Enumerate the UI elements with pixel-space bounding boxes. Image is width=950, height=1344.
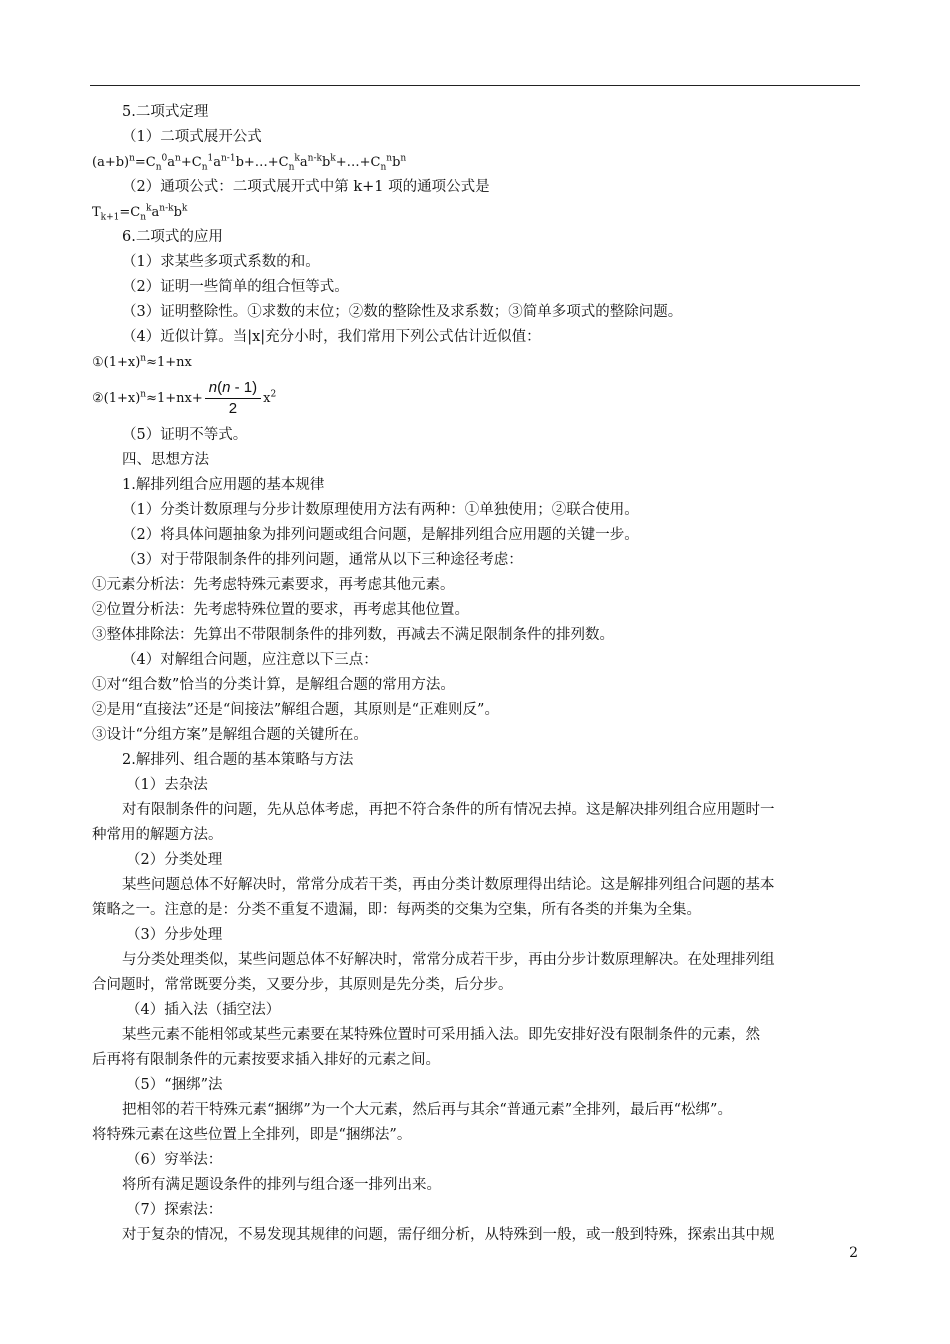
text-line: 6.二项式的应用 (122, 229, 223, 245)
approx2-exp: n (140, 389, 147, 400)
text-line: （3）对于带限制条件的排列问题，通常从以下三种途径考虑： (122, 552, 523, 568)
text-line: 将所有满足题设条件的排列与组合逐一排列出来。 (122, 1177, 441, 1193)
text-line: （3）分步处理 (126, 927, 223, 943)
text-line: （4）插入法（插空法） (126, 1002, 281, 1018)
text-line: （1）求某些多项式系数的和。 (122, 254, 320, 270)
approx2-suffix: x (263, 391, 271, 406)
fraction-numerator: n(n - 1) (205, 378, 261, 399)
text-line: 把相邻的若干特殊元素“捆绑”为一个大元素，然后再与其余“普通元素”全排列，最后再“松绑”。 (122, 1102, 732, 1118)
text-line: （2）分类处理 (126, 852, 223, 868)
text-line: 后再将有限制条件的元素按要求插入排好的元素之间。 (92, 1052, 440, 1068)
text-line: 策略之一。注意的是：分类不重复不遗漏，即：每两类的交集为空集，所有各类的并集为全集。 (92, 902, 701, 918)
text-line: （1）分类计数原理与分步计数原理使用方法有两种：①单独使用；②联合使用。 (122, 502, 639, 518)
text-line: ②是用“直接法”还是“间接法”解组合题，其原则是“正难则反”。 (92, 702, 499, 718)
text-line: ①对“组合数”恰当的分类计算，是解组合题的常用方法。 (92, 677, 455, 693)
text-line: （4）对解组合问题，应注意以下三点： (122, 652, 378, 668)
text-line: ③整体排除法：先算出不带限制条件的排列数，再减去不满足限制条件的排列数。 (92, 627, 614, 643)
text-line: （5）证明不等式。 (122, 427, 248, 443)
fraction (205, 378, 261, 419)
text-line: 2.解排列、组合题的基本策略与方法 (122, 752, 354, 768)
approx2-prefix: ②(1+x) (92, 391, 141, 406)
text-line: ②位置分析法：先考虑特殊位置的要求，再考虑其他位置。 (92, 602, 469, 618)
text-line: 某些元素不能相邻或某些元素要在某特殊位置时可采用插入法。即先安排好没有限制条件的元素，然 (122, 1027, 760, 1043)
text-line: （3）证明整除性。①求数的末位；②数的整除性及求系数；③简单多项式的整除问题。 (122, 304, 683, 320)
text-line: 5.二项式定理 (122, 104, 209, 120)
approx2-suffix-exp: 2 (270, 389, 277, 400)
fraction-denominator: 2 (228, 400, 238, 417)
text-line: 对于复杂的情况，不易发现其规律的问题，需仔细分析，从特殊到一般，或一般到特殊，探索出其中规 (122, 1227, 775, 1243)
text-line: （2）通项公式：二项式展开式中第 k+1 项的通项公式是 (122, 179, 490, 195)
text-line: 与分类处理类似，某些问题总体不好解决时，常常分成若干步，再由分步计数原理解决。在处理排列组 (122, 952, 775, 968)
text-line: 合问题时，常常既要分类，又要分步，其原则是先分类，后分步。 (92, 977, 513, 993)
text-line: （1）去杂法 (126, 777, 208, 793)
text-line: 将特殊元素在这些位置上全排列，即是“捆绑法”。 (92, 1127, 412, 1143)
text-line: （1）二项式展开公式 (122, 129, 262, 145)
text-line: 四、思想方法 (122, 452, 209, 468)
text-line: （7）探索法： (126, 1202, 223, 1218)
text-line: （5）“捆绑”法 (126, 1077, 223, 1093)
formula-approx2 (92, 375, 860, 423)
document-body (92, 100, 860, 1248)
header-rule (90, 85, 860, 86)
text-line: （2）将具体问题抽象为排列问题或组合问题，是解排列组合应用题的关键一步。 (122, 527, 639, 543)
formula-approx1: $①(1+x)^n\approx 1+nx$ (92, 353, 192, 370)
text-line: ③设计“分组方案”是解组合题的关键所在。 (92, 727, 368, 743)
approx2-mid: ≈1+nx+ (146, 391, 203, 406)
formula-expansion: $(a+b)^n=C_n^0a^n+C_n^1a^{n-1}b+\dots+C_n^ka^{n-k}b^k+\dots+C_n^nb^n$ (92, 153, 407, 173)
text-line: 1.解排列组合应用题的基本规律 (122, 477, 325, 493)
text-line: 种常用的解题方法。 (92, 827, 223, 843)
page-number: 2 (849, 1245, 858, 1261)
text-line: 对有限制条件的问题，先从总体考虑，再把不符合条件的所有情况去掉。这是解决排列组合应用题时一 (122, 802, 775, 818)
text-line: （4）近似计算。当|x|充分小时，我们常用下列公式估计近似值： (122, 329, 541, 345)
text-line: （2）证明一些简单的组合恒等式。 (122, 279, 349, 295)
formula-general_term: $T_{k+1}=C_n^ka^{n-k}b^k$ (92, 203, 188, 223)
text-line: 某些问题总体不好解决时，常常分成若干类，再由分类计数原理得出结论。这是解排列组合问题的基本 (122, 877, 775, 893)
text-line: （6）穷举法： (126, 1152, 223, 1168)
text-line: ①元素分析法：先考虑特殊元素要求，再考虑其他元素。 (92, 577, 455, 593)
